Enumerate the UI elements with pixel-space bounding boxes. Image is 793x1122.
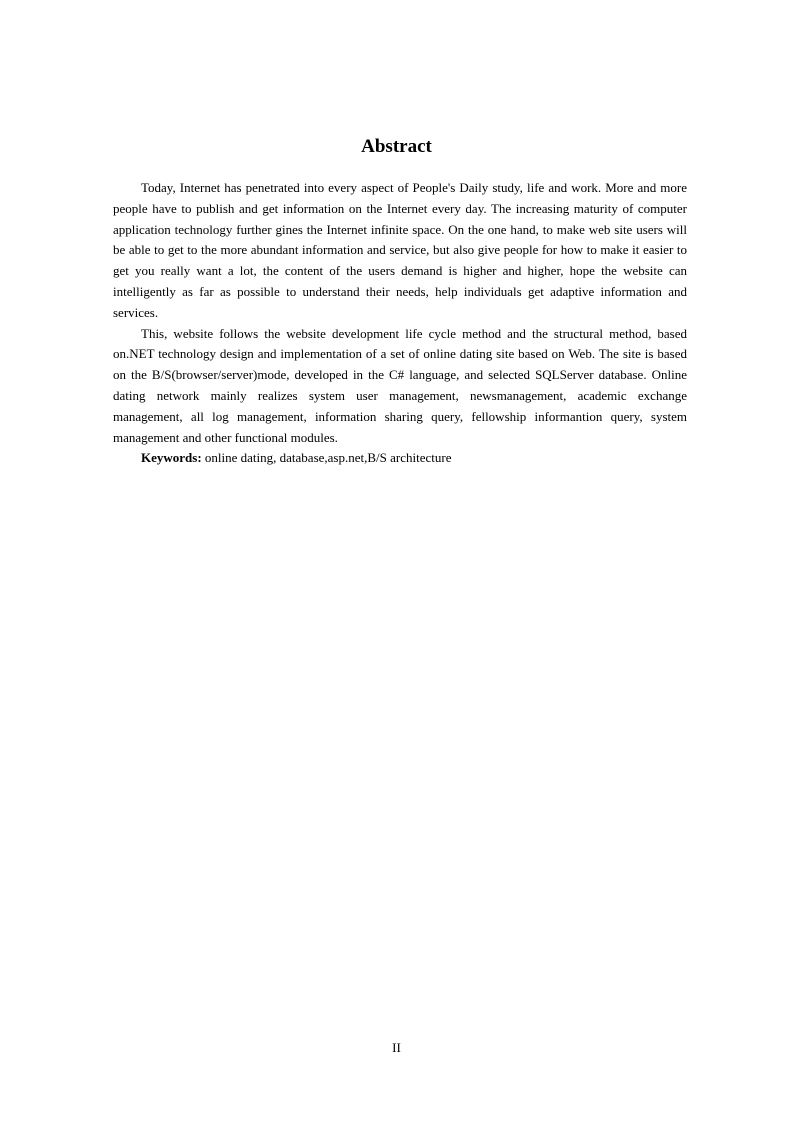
keywords-line xyxy=(113,448,687,469)
page-title: Abstract xyxy=(361,136,432,157)
abstract-body xyxy=(113,178,687,469)
page-number: II xyxy=(392,1040,401,1055)
keywords-text: online dating, database,asp.net,B/S architecture xyxy=(201,450,452,466)
keywords-label: Keywords: xyxy=(141,450,202,466)
abstract-paragraph-1: Today, Internet has penetrated into every aspect of People's Daily study, life and work. More and more people have to publish and get information on the Internet every day. The increasing maturity of computer application technology further gines the Internet infinite space. On the one hand, to make web site users will be able to get to the more abundant information and service, but also give people for how to make it easier to get you really want a lot, the content of the users demand is higher and higher, hope the website can intelligently as far as possible to understand their needs, help individuals get adaptive information and services. xyxy=(113,180,687,320)
abstract-paragraph-2: This, website follows the website development life cycle method and the structural method, based on.NET technology design and implementation of a set of online dating site based on Web. The site is based on the B/S(browser/server)mode, developed in the C# language, and selected SQLServer database. Online dating network mainly realizes system user management, newsmanagement, academic exchange management, all log management, information sharing query, fellowship informantion query, system management and other functional modules. xyxy=(113,325,687,445)
